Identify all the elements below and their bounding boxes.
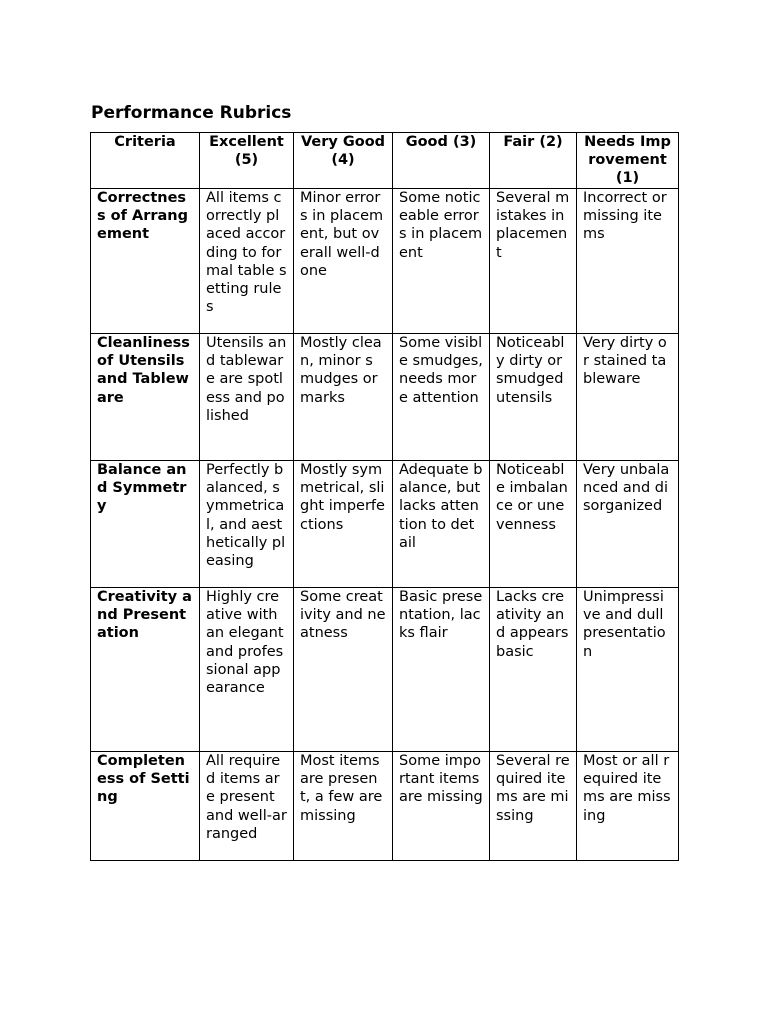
table-cell: Incorrect or missing items: [577, 189, 679, 334]
rubric-table: [90, 132, 679, 861]
table-row: [91, 752, 679, 861]
page-title: Performance Rubrics: [91, 103, 292, 123]
table-cell: All required items are present and well-arranged: [200, 752, 294, 861]
criteria-cell: Balance and Symmetry: [91, 461, 200, 588]
table-row: [91, 189, 679, 334]
table-row: [91, 334, 679, 461]
table-cell: Most items are present, a few are missing: [294, 752, 393, 861]
table-cell: Very unbalanced and disorganized: [577, 461, 679, 588]
table-cell: Perfectly balanced, symmetrical, and aesthetically pleasing: [200, 461, 294, 588]
table-cell: Some important items are missing: [393, 752, 490, 861]
table-cell: Some creativity and neatness: [294, 588, 393, 752]
table-cell: Several mistakes in placement: [490, 189, 577, 334]
table-row: [91, 588, 679, 752]
table-cell: All items correctly placed according to formal table setting rules: [200, 189, 294, 334]
table-cell: Mostly clean, minor smudges or marks: [294, 334, 393, 461]
table-cell: Minor errors in placement, but overall well-done: [294, 189, 393, 334]
header-fair: Fair (2): [490, 133, 577, 189]
header-excellent: Excellent (5): [200, 133, 294, 189]
table-cell: Some noticeable errors in placement: [393, 189, 490, 334]
table-row: [91, 461, 679, 588]
table-cell: Several required items are missing: [490, 752, 577, 861]
table-cell: Some visible smudges, needs more attention: [393, 334, 490, 461]
criteria-cell: Correctness of Arrangement: [91, 189, 200, 334]
table-cell: Highly creative with an elegant and professional appearance: [200, 588, 294, 752]
criteria-cell: Cleanliness of Utensils and Tableware: [91, 334, 200, 461]
header-very-good: Very Good (4): [294, 133, 393, 189]
table-cell: Mostly symmetrical, slight imperfections: [294, 461, 393, 588]
header-good: Good (3): [393, 133, 490, 189]
table-cell: Utensils and tableware are spotless and polished: [200, 334, 294, 461]
criteria-cell: Creativity and Presentation: [91, 588, 200, 752]
table-cell: Noticeably dirty or smudged utensils: [490, 334, 577, 461]
table-cell: Very dirty or stained tableware: [577, 334, 679, 461]
table-cell: Lacks creativity and appears basic: [490, 588, 577, 752]
header-needs-improvement: Needs Improvement (1): [577, 133, 679, 189]
table-cell: Most or all required items are missing: [577, 752, 679, 861]
table-header-row: [91, 133, 679, 189]
table-cell: Basic presentation, lacks flair: [393, 588, 490, 752]
table-cell: Adequate balance, but lacks attention to detail: [393, 461, 490, 588]
table-cell: Noticeable imbalance or unevenness: [490, 461, 577, 588]
table-cell: Unimpressive and dull presentation: [577, 588, 679, 752]
header-criteria: Criteria: [91, 133, 200, 189]
criteria-cell: Completeness of Setting: [91, 752, 200, 861]
